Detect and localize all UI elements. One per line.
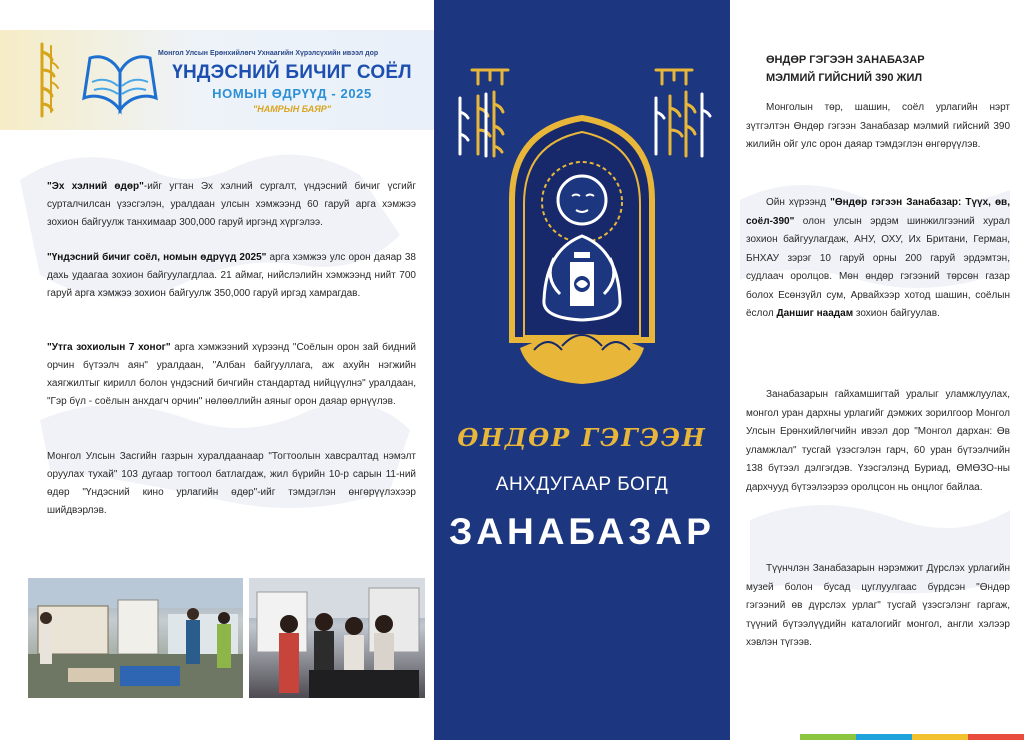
- event-banner: [0, 30, 434, 130]
- banner-title: ҮНДЭСНИЙ БИЧИГ СОЁЛ: [172, 62, 412, 83]
- right-heading: [766, 51, 1006, 87]
- banner-title-line2: НОМЫН ӨДРҮҮД - 2025: [212, 86, 372, 101]
- banner-slogan: "НАМРЫН БАЯР": [252, 104, 332, 114]
- right-p2-post: зохион байгуулав.: [853, 308, 940, 319]
- left-p3-text: арга хэмжээний хүрээнд "Соёлын орон зай бидний орчин бүтээлч аян" уралдаан, "Албан байгууллага, аж ахуйн нэгжийн хаягжилтыг кирилл болон үндэсний бичгийн стандартад нийцүүлнэ" уралдаан, "Гэр бүл - соёлын анхдагч орчин" нөлөөллийн аяныг орон даяар өрнүүлэв.: [47, 342, 416, 407]
- stripe-yellow: [912, 734, 968, 740]
- event-photo-exhibition: [28, 578, 243, 698]
- left-panel: [0, 0, 434, 740]
- right-heading-line2: МЭЛМИЙ ГИЙСНИЙ 390 ЖИЛ: [766, 72, 923, 84]
- banner-subtitle: Монгол Улсын Ерөнхийлөгч Ухнаагийн Хүрэлсүхийн ивээл дор: [158, 50, 379, 57]
- right-p2-pre: Ойн хүрээнд: [766, 197, 831, 208]
- color-stripe: [800, 734, 1024, 740]
- center-script-name: ӨНДӨР ГЭГЭЭН: [457, 423, 707, 452]
- left-p2-bold: "Үндэсний бичиг соёл, номын өдрүүд 2025": [47, 252, 267, 263]
- mongolian-script-icon: [36, 42, 60, 118]
- left-p3-bold: "Утга зохиолын 7 хоног": [47, 342, 171, 353]
- left-paragraph-3: [47, 339, 416, 411]
- left-paragraph-2: [47, 249, 416, 303]
- right-paragraph-1: Монголын төр, шашин, соёл урлагийн нэрт зүтгэлтэн Өндөр гэгээн Занабазар мэлмий гийсний 390 жилийн ойг улс орон даяар тэмдэглэн өнгөрүүлэв.: [746, 102, 1010, 150]
- stripe-red: [968, 734, 1024, 740]
- right-heading-line1: ӨНДӨР ГЭГЭЭН ЗАНАБАЗАР: [766, 54, 925, 66]
- center-script-name-decoration: [434, 420, 730, 454]
- open-book-logo-icon: [80, 44, 160, 118]
- right-p2-mid: олон улсын эрдэм шинжилгээний хурал зохион байгуулагдаж, АНУ, ОХУ, Их Британи, Герман, БНХАУ зэрэг 10 гаруй орны 200 гаруй эрдэмтэн, судлаач оролцов. Мөн өндөр гэгээний төрсөн газар болох Есөнзүйл сум, Арвайхээр хотод шашин, соёлын ёслол: [746, 215, 1010, 319]
- left-p1-text: -ийг угтан Эх хэлний сургалт, үндэсний бичиг үсгийг сурталчилсан үзэсгэлэн, уралдаан улсын хэмжээнд 60 гаруй арга хэмжээ зохион байгуулж танхимаар 300,000 гаруй иргэнд хүргэлээ.: [47, 181, 417, 228]
- center-title: ЗАНАБАЗАР: [449, 511, 715, 552]
- left-p2-text: арга хэмжээ улс орон даяар 38 дахь удаагаа зохион байгуулагдлаа. 21 аймаг, нийслэлийн хэмжээнд нийт 700 гаруй арга хэмжээ зохион байгуулж 350,000 гаруй иргэд хамрагдав.: [47, 252, 416, 299]
- right-paragraph-3: Занабазарын гайхамшигтай уралыг уламжлуулах, монгол уран дархны урлагийг дэмжих зорилгоор Монгол Улсын Ерөнхийлөгчийн ивээл дор "Монгол дархан: Өв уламжлал" тусгай үзэсгэлэн гарч, 60 уран бүтээлчийн 138 бүтээл дэлгэгдэв. Үзэсгэлэнд Буриад, ӨМӨЗО-ны дархчууд бүтээлээрээ оролцсон нь онцлог байлаа.: [746, 389, 1010, 493]
- zanabazar-emblem-icon: [434, 0, 730, 400]
- stripe-green: [800, 734, 856, 740]
- right-p2-bold: "Өндөр гэгээн Занабазар: Түүх, өв, соёл-390": [746, 197, 1010, 227]
- left-p1-bold: "Эх хэлний өдөр": [47, 181, 144, 192]
- center-panel: [434, 0, 730, 740]
- right-p2-bold2: Даншиг наадам: [776, 308, 854, 319]
- right-paragraph-4: Түүнчлэн Занабазарын нэрэмжит Дүрслэх урлагийн музей болон бусад цуглуулгаас бүрдсэн "Өндөр гэгээний өв дүрслэх урлаг" тусгай үзэсгэлэнг гаргаж, түүний бүтээлүүдийн каталогийг монгол, англи хэлээр хэвлэн түгээв.: [746, 563, 1010, 648]
- left-paragraph-1: [47, 178, 416, 232]
- stripe-blue: [856, 734, 912, 740]
- center-subtitle: АНХДУГААР БОГД: [495, 474, 669, 495]
- right-paragraph-2: [746, 194, 1010, 324]
- event-photo-visitors: [249, 578, 425, 698]
- left-paragraph-4: Монгол Улсын Засгийн газрын хуралдаанаар "Тогтоолын хавсралтад нэмэлт оруулах тухай" 103 дугаар тогтоол батлагдаж, жил бүрийн 10-р сарын 11-ний өдөр "Үндэсний кино урлагийн өдөр"-ийг тэмдэглэн өнгөрүүлэхээр шийдвэрлэв.: [47, 451, 416, 516]
- right-panel: [730, 0, 1024, 740]
